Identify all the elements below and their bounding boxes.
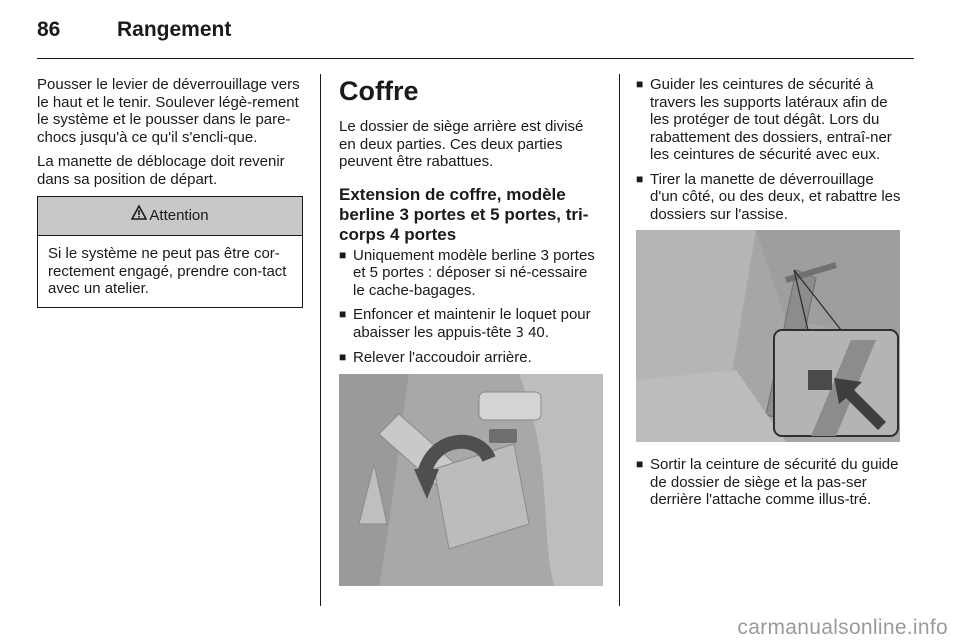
column-right xyxy=(636,76,901,516)
bullet-list xyxy=(636,76,901,223)
column-divider xyxy=(320,74,321,606)
armrest-illustration xyxy=(339,374,603,586)
watermark: carmanualsonline.info xyxy=(737,616,948,639)
black-square-icon: ■ xyxy=(636,171,644,186)
black-square-icon: ■ xyxy=(339,307,347,321)
column-middle xyxy=(339,76,603,586)
list-item: ■ Enfoncer et maintenir le loquet pour abaisser les appuis-tête 3 40. xyxy=(339,306,591,341)
list-item: ■ Relever l'accoudoir arrière. xyxy=(339,349,532,366)
list-item: ■ Sortir la ceinture de sécurité du guide de dossier de siège et la pas-ser derrière l'attache comme illus-tré. xyxy=(636,456,899,508)
page-reference: 40. xyxy=(528,323,549,341)
column-left xyxy=(37,76,303,308)
bullet-list xyxy=(339,247,603,367)
attention-text: Si le système ne peut pas être cor-rectement engagé, prendre con-tact avec un atelier. xyxy=(48,245,287,297)
black-square-icon: ■ xyxy=(339,350,347,364)
warning-triangle-icon xyxy=(131,197,147,235)
attention-title: Attention xyxy=(149,207,209,224)
attention-box xyxy=(37,196,303,308)
paragraph: La manette de déblocage doit revenir dans sa position de départ. xyxy=(37,153,285,188)
attention-header xyxy=(38,197,302,236)
list-item: ■ Guider les ceintures de sécurité à travers les supports latéraux afin de les protéger de tout dégât. Lors du rabattement des dossiers, entraî-ner les ceintures de sécurité avec eux. xyxy=(636,76,892,163)
section-title: Coffre xyxy=(339,76,419,106)
paragraph: Pousser le levier de déverrouillage vers le haut et le tenir. Soulever légè-rement le système et le pousser dans le pare-chocs jusqu'à ce qu'il s'encli-que. xyxy=(37,76,300,146)
black-square-icon: ■ xyxy=(636,77,644,91)
list-item: ■ Uniquement modèle berline 3 portes et 5 portes : déposer si né-cessaire le cache-bagages. xyxy=(339,246,595,299)
page-ref-icon: 3 xyxy=(515,325,524,341)
list-item: ■ Tirer la manette de déverrouillage d'un côté, ou des deux, et rabattre les dossiers sur l'assise. xyxy=(636,170,901,223)
paragraph: Le dossier de siège arrière est divisé en deux parties. Ces deux parties peuvent être rabattues. xyxy=(339,118,584,170)
header-divider xyxy=(37,58,914,59)
seatbelt-illustration xyxy=(636,230,900,442)
black-square-icon: ■ xyxy=(339,247,347,262)
page-number: 86 xyxy=(37,18,61,41)
subsection-title: Extension de coffre, modèle berline 3 portes et 5 portes, tri-corps 4 portes xyxy=(339,184,589,244)
column-divider xyxy=(619,74,620,606)
black-square-icon: ■ xyxy=(636,457,644,471)
page-header xyxy=(37,14,917,54)
page-title: Rangement xyxy=(117,18,232,41)
bullet-list xyxy=(636,456,901,509)
